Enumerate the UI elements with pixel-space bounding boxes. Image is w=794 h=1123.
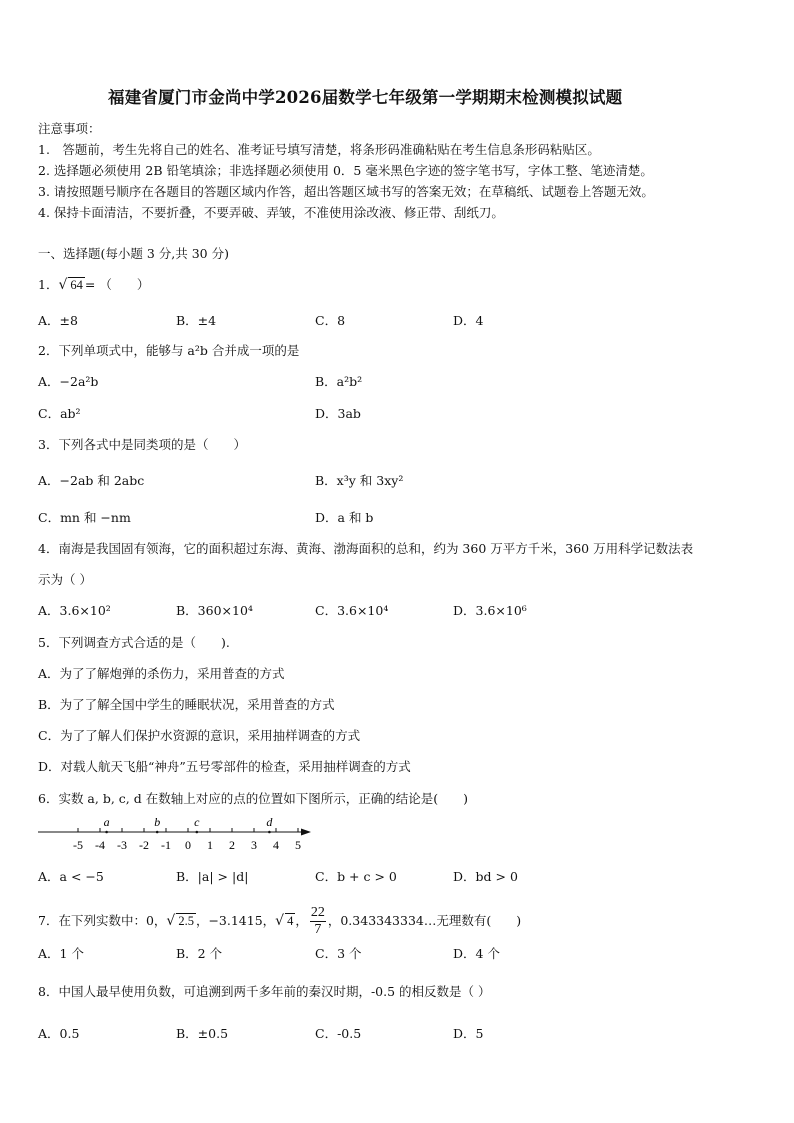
option-d: D．3ab — [315, 406, 361, 421]
section-heading: 一、选择题(每小题 3 分,共 30 分) — [38, 246, 229, 261]
axis-tick-label: -5 — [73, 838, 83, 852]
point-marker — [196, 831, 199, 834]
option-a: A．为了了解炮弹的杀伤力，采用普查的方式 — [38, 666, 285, 681]
option-d: D．对载人航天飞船“神舟”五号零部件的检查，采用抽样调查的方式 — [38, 759, 411, 774]
point-marker — [156, 831, 159, 834]
question-5-stem: 5．下列调查方式合适的是（ ). — [38, 635, 230, 650]
option-a: A．0.5 — [38, 1026, 80, 1041]
question-8-stem: 8．中国人最早使用负数，可追溯到两千多年前的秦汉时期，-0.5 的相反数是（ ） — [38, 984, 491, 999]
option-c: C．3.6×10⁴ — [315, 603, 389, 618]
sqrt-symbol: √ — [275, 913, 285, 929]
option-d: D．4 — [453, 313, 484, 328]
option-d: D．3.6×10⁶ — [453, 603, 527, 618]
option-b: B．x³y 和 3xy² — [315, 473, 404, 488]
radicand: 2.5 — [178, 914, 194, 928]
point-label: b — [154, 815, 161, 829]
axis-tick-label: 3 — [251, 838, 257, 852]
option-c: C．mn 和 −nm — [38, 510, 131, 525]
note-item: 4. 保持卡面清洁，不要折叠，不要弄破、弄皱，不准使用涂改液、修正带、刮纸刀。 — [38, 205, 504, 220]
option-a: A．a < −5 — [38, 869, 104, 884]
option-d: D．bd > 0 — [453, 869, 518, 884]
option-c: C．为了了解人们保护水资源的意识，采用抽样调查的方式 — [38, 728, 361, 743]
option-b: B．±4 — [176, 313, 217, 328]
option-d: D．a 和 b — [315, 510, 374, 525]
sqrt-symbol: √ — [58, 277, 68, 293]
option-d: D．4 个 — [453, 946, 500, 961]
option-c: C．b + c > 0 — [315, 869, 397, 884]
note-item: 2. 选择题必须使用 2B 铅笔填涂；非选择题必须使用 0．5 毫米黑色字迹的签字笔书写，字体工整、笔迹清楚。 — [38, 163, 653, 178]
option-a: A．−2ab 和 2abc — [38, 473, 145, 488]
note-item: 1. 答题前，考生先将自己的姓名、准考证号填写清楚，将条形码准确粘贴在考生信息条形码粘贴区。 — [38, 142, 600, 157]
option-c: C．3 个 — [315, 946, 362, 961]
option-d: D．5 — [453, 1026, 484, 1041]
option-b: B．a²b² — [315, 374, 363, 389]
option-b: B．|a| > |d| — [176, 869, 249, 884]
exam-title: 福建省厦门市金尚中学2026届数学七年级第一学期期末检测模拟试题 — [108, 88, 623, 107]
axis-tick-label: 1 — [207, 838, 213, 852]
question-number: 1． — [38, 277, 59, 292]
fraction-denominator: 7 — [314, 922, 322, 937]
point-label: a — [103, 815, 110, 829]
option-a: A．−2a²b — [38, 374, 99, 389]
question-7-mid: ，−3.1415， — [195, 913, 276, 928]
radicand: 4 — [287, 914, 294, 928]
option-a: A．±8 — [38, 313, 78, 328]
question-1-stem — [38, 277, 149, 293]
question-7-stem: 7．在下列实数中：0，√ 2.5 ，−3.1415，√ 4 ， $\frac{22}{7}$ ，0.343343334…无理数有( ) — [38, 905, 522, 937]
axis-tick-label: 4 — [273, 838, 279, 852]
option-b: B．±0.5 — [176, 1026, 229, 1041]
sqrt-symbol: √ — [166, 913, 176, 929]
question-6-stem: 6．实数 a, b, c, d 在数轴上对应的点的位置如下图所示，正确的结论是( ) — [38, 791, 468, 806]
question-1-rest: = （ ） — [84, 277, 150, 292]
point-marker — [268, 831, 271, 834]
question-3-stem: 3．下列各式中是同类项的是（ ） — [38, 437, 246, 452]
option-c: C．-0.5 — [315, 1026, 362, 1041]
axis-tick-label: -4 — [95, 838, 105, 852]
question-2-stem: 2．下列单项式中，能够与 a²b 合并成一项的是 — [38, 343, 300, 358]
point-marker — [105, 831, 108, 834]
fraction — [310, 905, 326, 938]
question-4-stem: 4．南海是我国固有领海，它的面积超过东海、黄海、渤海面积的总和，约为 360 万平方千米，360 万用科学记数法表 — [38, 541, 694, 556]
fraction-numerator: 22 — [310, 905, 325, 920]
notes-heading: 注意事项： — [38, 121, 101, 136]
question-4-stem-cont: 示为（ ） — [38, 572, 92, 587]
question-7-prefix: 7．在下列实数中：0， — [38, 913, 167, 928]
axis-tick-label: 5 — [295, 838, 301, 852]
axis-tick-label: 0 — [185, 838, 191, 852]
radicand: 64 — [70, 278, 83, 292]
option-c: C．8 — [315, 313, 346, 328]
point-label: d — [266, 815, 273, 829]
option-a: A．3.6×10² — [38, 603, 111, 618]
number-line-figure — [36, 812, 316, 854]
option-b: B．2 个 — [176, 946, 223, 961]
axis-tick-label: 2 — [229, 838, 235, 852]
option-b: B．为了了解全国中学生的睡眠状况，采用普查的方式 — [38, 697, 335, 712]
option-a: A．1 个 — [38, 946, 84, 961]
axis-tick-label: -2 — [139, 838, 149, 852]
question-7-suffix: ，0.343343334…无理数有( ) — [327, 913, 522, 928]
note-item: 3. 请按照题号顺序在各题目的答题区域内作答，超出答题区域书写的答案无效；在草稿纸、试题卷上答题无效。 — [38, 184, 654, 199]
arrow-right-icon — [301, 829, 311, 836]
axis-tick-label: -3 — [117, 838, 127, 852]
axis-tick-label: -1 — [161, 838, 171, 852]
option-c: C．ab² — [38, 406, 81, 421]
point-label: c — [194, 815, 200, 829]
option-b: B．360×10⁴ — [176, 603, 253, 618]
